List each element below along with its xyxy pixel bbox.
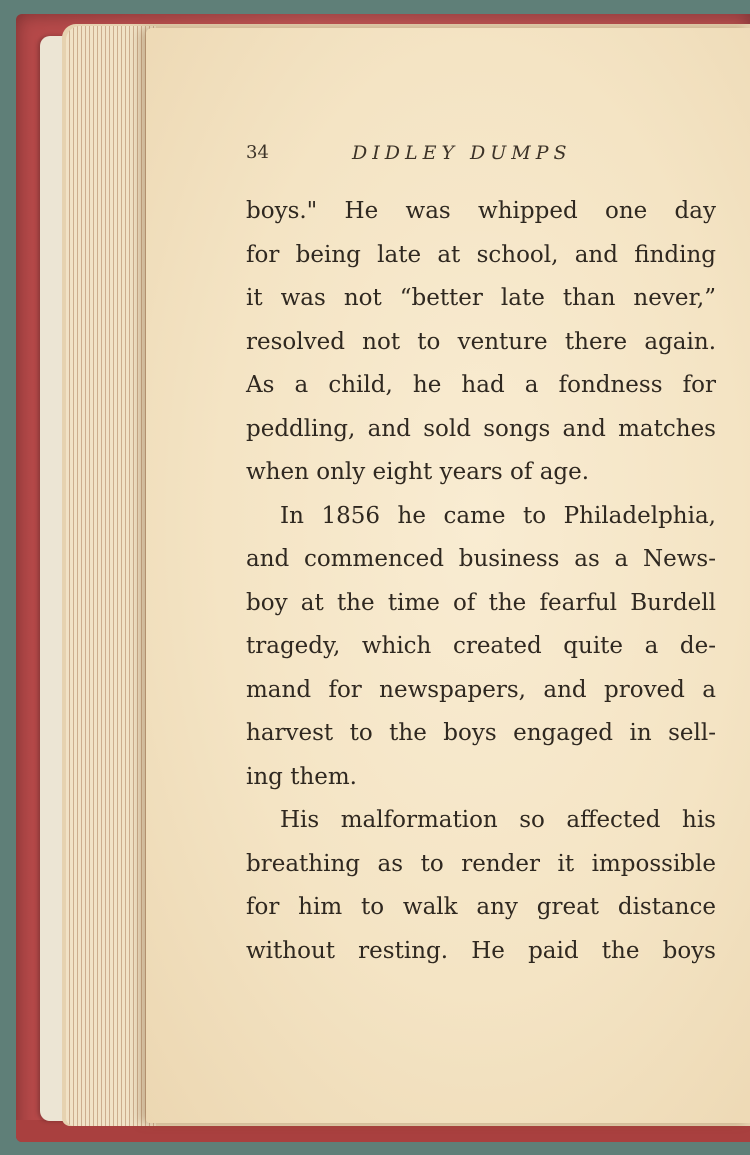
text-line: tragedy, which created quite a de-	[246, 633, 716, 659]
text-line: mand for newspapers, and proved a	[246, 676, 716, 703]
text-line: In 1856 he came to Philadelphia,	[280, 502, 716, 529]
text-line: harvest to the boys engaged in sell-	[246, 720, 716, 746]
text-line: As a child, he had a fondness for	[246, 372, 716, 398]
text-line: it was not “better late than never,”	[246, 285, 716, 311]
text-line: for him to walk any great distance	[246, 894, 716, 920]
text-line: boys." He was whipped one day	[246, 198, 716, 224]
text-line: His malformation so affected his	[280, 807, 716, 833]
text-line: without resting. He paid the boys	[246, 937, 716, 964]
text-line: ing them.	[246, 763, 357, 790]
text-line: breathing as to render it impossible	[246, 850, 716, 877]
page-header	[246, 142, 616, 172]
text-line: peddling, and sold songs and matches	[246, 415, 716, 442]
text-line: resolved not to venture there again.	[246, 328, 716, 355]
text-line: and commenced business as a News-	[246, 546, 716, 572]
text-block	[246, 190, 716, 973]
text-line: boy at the time of the fearful Burdell	[246, 589, 716, 616]
page-edges	[66, 26, 156, 1126]
page-number: 34	[246, 142, 269, 163]
text-line: for being late at school, and finding	[246, 241, 716, 268]
running-head: DIDLEY DUMPS	[352, 142, 572, 164]
text-line: when only eight years of age.	[246, 459, 590, 485]
